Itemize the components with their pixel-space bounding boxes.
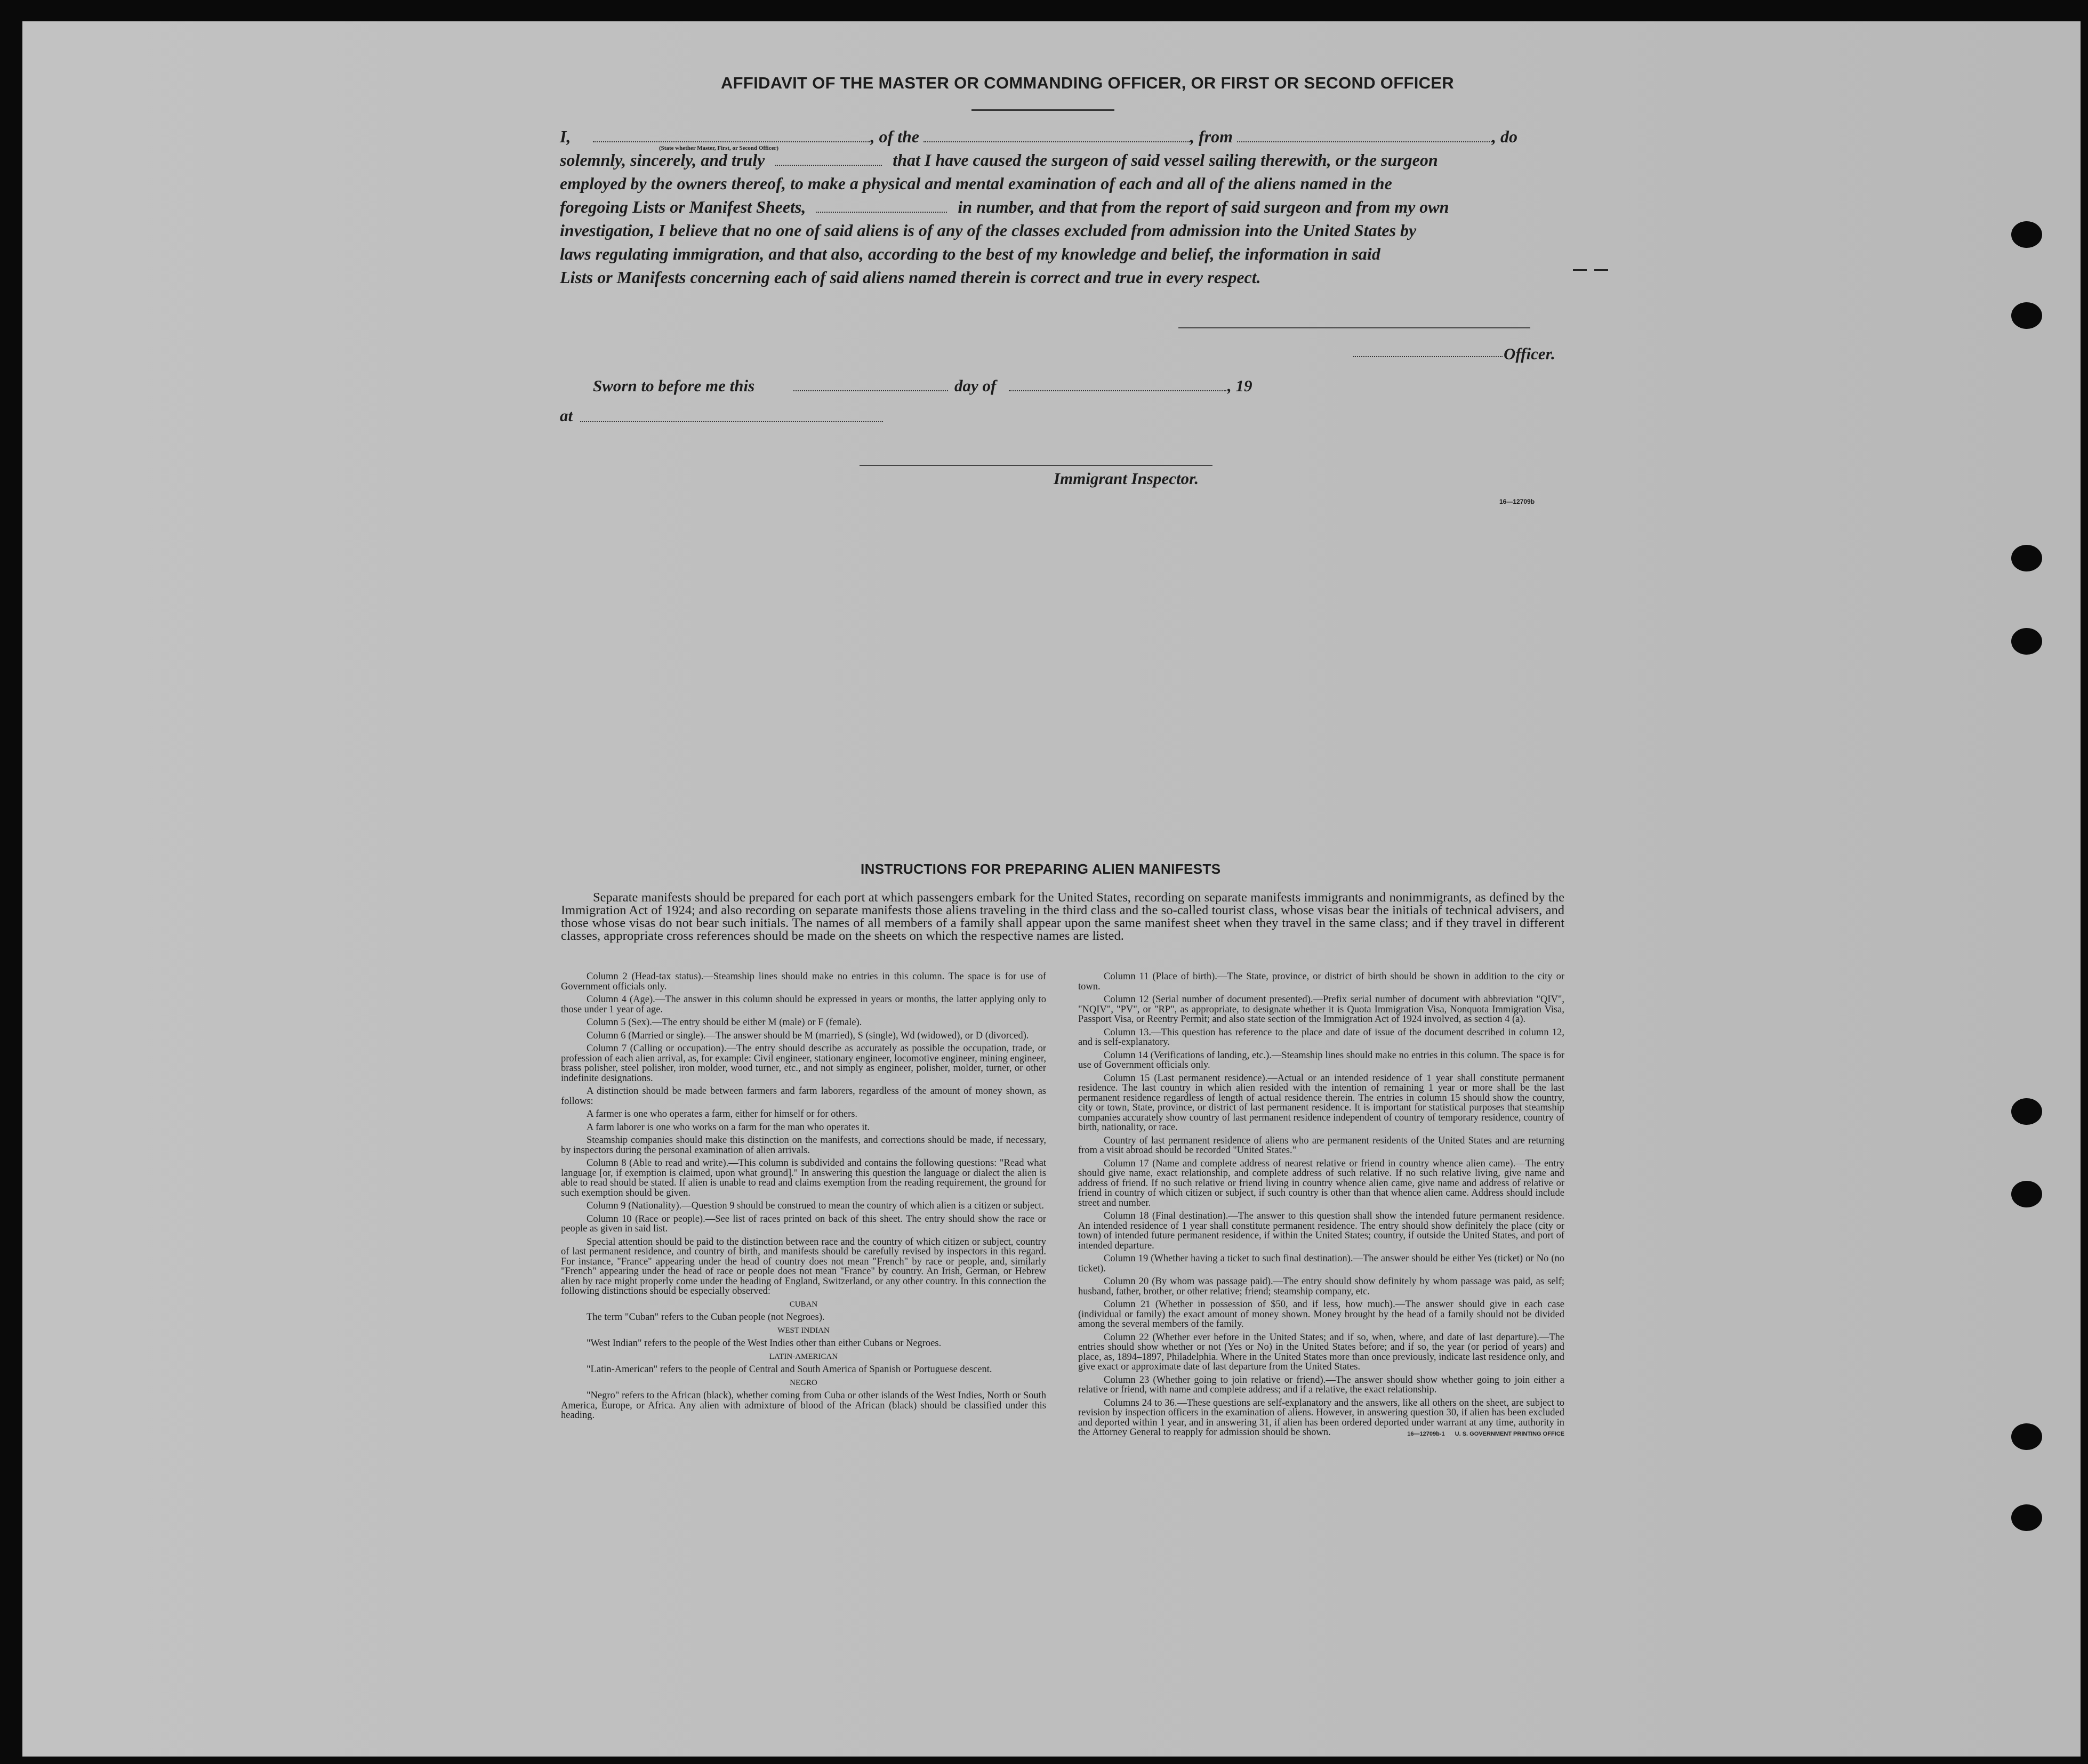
negro-definition: "Negro" refers to the African (black), whether coming from Cuba or other islands of the West Indies, North or South America, Europe, or Africa. Any alien with admixture of blood of the African (black) should be classified under this heading.: [561, 1390, 1046, 1421]
left-paragraph: Column 9 (Nationality).—Question 9 should be construed to mean the country of which alien is a citizen or subject.: [587, 1201, 1045, 1211]
rank-note: (State whether Master, First, or Second Officer): [659, 145, 779, 151]
affidavit-l2b: that I have caused the surgeon of said vessel sailing therewith, or the surgeon: [893, 150, 1438, 170]
right-paragraph: Column 20 (By whom was passage paid).—The entry should show definitely by whom passage was paid, as self; husband, father, brother, or other relative; friend; steamship company, etc.: [1078, 1276, 1564, 1297]
instructions-right-column: [1078, 972, 1564, 1439]
sworn-label: Sworn to before me this: [593, 376, 755, 395]
right-paragraph: Country of last permanent residence of aliens who are permanent residents of the United States and are returning from a visit abroad should be recorded "United States.": [1078, 1135, 1564, 1156]
instructions-intro: Separate manifests should be prepared for each port at which passengers embark for the United States, recording on separate manifests immigrants and nonimmigrants, as defined by the Immigration Act of 1924; and also recording on separate manifests those aliens traveling in the third class and the so-called tourist class, whose visas bear the initials of technical advisers, and those whose visas do not bear such initials. The names of all members of a family shall appear upon the same manifest sheet when they travel in the same class; and if they travel in different classes, appropriate cross references should be made on the sheets on which the respective names are listed.: [561, 890, 1564, 943]
heading-latin-american: LATIN-AMERICAN: [769, 1352, 838, 1361]
inspector-signature-line[interactable]: [860, 465, 1212, 466]
officer-label: Officer.: [1504, 344, 1555, 363]
heading-west-indian: WEST INDIAN: [777, 1326, 830, 1335]
left-paragraph: Special attention should be paid to the distinction between race and the country of which citizen or subject, country of last permanent residence, and country of birth, and manifests should be carefully revised by inspectors in this regard. For instance, "France" appearing under the head of country does not mean "French" by race or people, and, similarly "French" appearing under the head of race or people does not mean "France" by country. An Irish, German, or Hebrew alien by race might properly come under the heading of England, Switzerland, or any other country. In this connection the following distinctions should be especially observed:: [561, 1236, 1046, 1296]
affidavit-line-2: [560, 150, 1568, 174]
right-paragraph: Column 18 (Final destination).—The answer to this question shall show the intended future permanent residence. An intended residence of 1 year shall constitute permanent residence. The entry should show definitely the place (city or town) of intended future permanent residence, if within the United States; country, if outside the United States, and port of intended departure.: [1078, 1211, 1564, 1251]
affidavit-line-1: [560, 127, 1568, 150]
sworn-place-field[interactable]: [580, 421, 883, 422]
binder-hole: [2011, 545, 2042, 571]
vessel-field[interactable]: [923, 128, 1190, 142]
instructions-title: INSTRUCTIONS FOR PREPARING ALIEN MANIFESTS: [861, 861, 1221, 877]
left-paragraph: Column 4 (Age).—The answer in this column should be expressed in years or months, the latter applying only to those under 1 year of age.: [561, 994, 1046, 1015]
affidavit-of: , of the: [870, 127, 919, 146]
right-paragraph: Column 23 (Whether going to join relative or friend).—The answer should show whether going to join either a relative or friend, with name and complete address; and if a relative, the exact relationship.: [1078, 1374, 1564, 1395]
officer-rank-field[interactable]: [593, 128, 870, 142]
binder-hole: [2011, 628, 2042, 655]
binder-hole: [2011, 302, 2042, 329]
left-paragraph: Column 5 (Sex).—The entry should be either M (male) or F (female).: [587, 1017, 862, 1028]
affidavit-l4a: foregoing Lists or Manifest Sheets,: [560, 197, 806, 216]
left-paragraph: A farmer is one who operates a farm, either for himself or for others.: [587, 1109, 858, 1119]
affidavit-line-6: laws regulating immigration, and that also, according to the best of my knowledge and belief, the information in said: [560, 244, 1380, 263]
inspector-label: Immigrant Inspector.: [1054, 469, 1199, 488]
day-of-label: day of: [954, 376, 997, 395]
sworn-manner-field[interactable]: [775, 152, 882, 166]
cuban-definition: The term "Cuban" refers to the Cuban people (not Negroes).: [587, 1312, 825, 1323]
at-label: at: [560, 406, 573, 425]
affidavit-line-7: Lists or Manifests concerning each of said aliens named therein is correct and true in every respect.: [560, 268, 1261, 287]
right-paragraph: Column 22 (Whether ever before in the United States; and if so, when, where, and date of last departure).—The entries should show whether or not (Yes or No) in the United States before; and if so, the year (or period of years) and place, as, 1894–1897, Philadelphia. Where in the United States more than once previously, indicate last residence only, and give exact or approximate date of last departure from the United States.: [1078, 1332, 1564, 1372]
affidavit-l4b: in number, and that from the report of said surgeon and from my own: [958, 197, 1449, 216]
printer-label: U. S. GOVERNMENT PRINTING OFFICE: [1455, 1430, 1564, 1437]
right-paragraph: Column 13.—This question has reference to the place and date of issue of the document described in column 12, and is self-explanatory.: [1078, 1027, 1564, 1048]
sworn-day-field[interactable]: [793, 390, 948, 391]
heading-negro: NEGRO: [790, 1378, 817, 1387]
right-paragraph: Column 11 (Place of birth).—The State, province, or district of birth should be shown in addition to the city or town.: [1078, 971, 1564, 992]
right-paragraph: Columns 24 to 36.—These questions are self-explanatory and the answers, like all others on the sheet, are subject to revision by inspection officers in the examination of aliens. However, in answering question 30, if alien has been excluded and deported within 1 year, and in answering 31, if alien has been ordered deported under warrant at any time, authority in the Attorney General to reapply for admission should be shown.: [1078, 1397, 1564, 1438]
left-paragraph: Steamship companies should make this distinction on the manifests, and corrections should be made, if necessary, by inspectors during the personal examination of alien arrivals.: [561, 1135, 1046, 1156]
left-paragraph: Column 10 (Race or people).—See list of races printed on back of this sheet. The entry should show the race or people as given in said list.: [561, 1213, 1046, 1234]
affidavit-i: I,: [560, 127, 571, 146]
affidavit-title: AFFIDAVIT OF THE MASTER OR COMMANDING OFFICER, OR FIRST OR SECOND OFFICER: [721, 74, 1454, 92]
affidavit-from: , from: [1190, 127, 1233, 146]
binder-hole: [2011, 1504, 2042, 1531]
right-paragraph: Column 17 (Name and complete address of nearest relative or friend in country whence alien came).—The entry should give name, exact relationship, and complete address of such relative. If no such relative living, give name and address of friend. If no such relative or friend living in country whence alien came, give name and address of relative or friend in country of which citizen or subject, if such country is other than that whence alien came. Address should include street and number.: [1078, 1158, 1564, 1209]
binder-hole: [2011, 1423, 2042, 1450]
affidavit-line-5: investigation, I believe that no one of said aliens is of any of the classes excluded from admission into the United States by: [560, 221, 1417, 240]
binder-hole: [2011, 221, 2042, 248]
affidavit-line-3: employed by the owners thereof, to make a physical and mental examination of each and all of the aliens named in the: [560, 174, 1392, 193]
year-label: , 19: [1227, 376, 1252, 395]
binder-hole: [2011, 1098, 2042, 1125]
sheet-count-field[interactable]: [816, 199, 947, 213]
margin-mark: [1594, 269, 1608, 271]
margin-mark: [1573, 269, 1587, 271]
officer-signature-line[interactable]: [1178, 327, 1530, 328]
right-paragraph: Column 14 (Verifications of landing, etc.).—Steamship lines should make no entries in this column. The space is for use of Government officials only.: [1078, 1050, 1564, 1070]
right-paragraph: Column 12 (Serial number of document presented).—Prefix serial number of document with abbreviation "QIV", "NQIV", "PV", or "RP", as appropriate, to designate whether it is Quota Immigration Visa, Nonquota Immigration Visa, Passport Visa, or Reentry Permit; and also state section of the Immigration Act of 1924 involved, as section 4 (a).: [1078, 994, 1564, 1025]
instructions-left-column: [561, 972, 1046, 1424]
west-indian-definition: "West Indian" refers to the people of the West Indies other than either Cubans or Negroes.: [587, 1338, 942, 1349]
port-field[interactable]: [1237, 128, 1492, 142]
left-paragraph: A farm laborer is one who works on a farm for the man who operates it.: [587, 1122, 870, 1133]
affidavit-text: [560, 127, 1568, 291]
affidavit-do: , do: [1492, 127, 1517, 146]
title-rule: [971, 109, 1114, 111]
left-paragraph: Column 6 (Married or single).—The answer should be M (married), S (single), Wd (widowed), or D (divorced).: [587, 1030, 1029, 1041]
affidavit-line-4: [560, 197, 1568, 221]
right-paragraph: Column 15 (Last permanent residence).—Actual or an intended residence of 1 year shall constitute permanent residence. The last country in which alien resided with the intention of remaining 1 year or more shall be the last permanent residence regardless of length of actual residence therein. The entries in column 15 should show the country, city or town, State, province, or district of last permanent residence. It is important for statistical purposes that steamship companies accurately show country of last permanent residence independent of country of temporary residence, country of birth, nationality, or race.: [1078, 1073, 1564, 1133]
latin-american-definition: "Latin-American" refers to the people of Central and South America of Spanish or Portuguese descent.: [587, 1364, 992, 1375]
binder-hole: [2011, 1181, 2042, 1207]
officer-name-line[interactable]: [1353, 356, 1503, 357]
heading-cuban: CUBAN: [789, 1300, 818, 1309]
left-paragraph: A distinction should be made between farmers and farm laborers, regardless of the amount of money shown, as follows:: [561, 1086, 1046, 1107]
left-paragraph: Column 8 (Able to read and write).—This column is subdivided and contains the following questions: "Read what language [or, if exemption is claimed, upon what ground]." In answering this question the language or dialect the alien is able to read should be stated. If alien is unable to read and claims exemption from the reading requirement, the ground for such exemption should be given.: [561, 1158, 1046, 1198]
left-paragraph: Column 7 (Calling or occupation).—The entry should describe as accurately as possible the occupation, trade, or profession of each alien arrival, as, for example: Civil engineer, stationary engineer, locomotive engineer, mining engineer, brass polisher, steel polisher, iron molder, wood turner, etc., and not simply as engineer, polisher, molder, turner, or other indefinite designations.: [561, 1043, 1046, 1084]
footer-form-code: 16—12709b-1: [1407, 1430, 1445, 1437]
right-paragraph: Column 19 (Whether having a ticket to such final destination).—The answer should be either Yes (ticket) or No (no ticket).: [1078, 1253, 1564, 1274]
form-code: 16—12709b: [1499, 498, 1535, 505]
sworn-month-field[interactable]: [1009, 390, 1226, 391]
right-paragraph: Column 21 (Whether in possession of $50, and if less, how much).—The answer should give in each case (individual or family) the exact amount of money shown. Money brought by the head of a family should not be divided among the several members of the family.: [1078, 1299, 1564, 1330]
left-paragraph: Column 2 (Head-tax status).—Steamship lines should make no entries in this column. The space is for use of Government officials only.: [561, 971, 1046, 992]
affidavit-l2a: solemnly, sincerely, and truly: [560, 150, 765, 170]
